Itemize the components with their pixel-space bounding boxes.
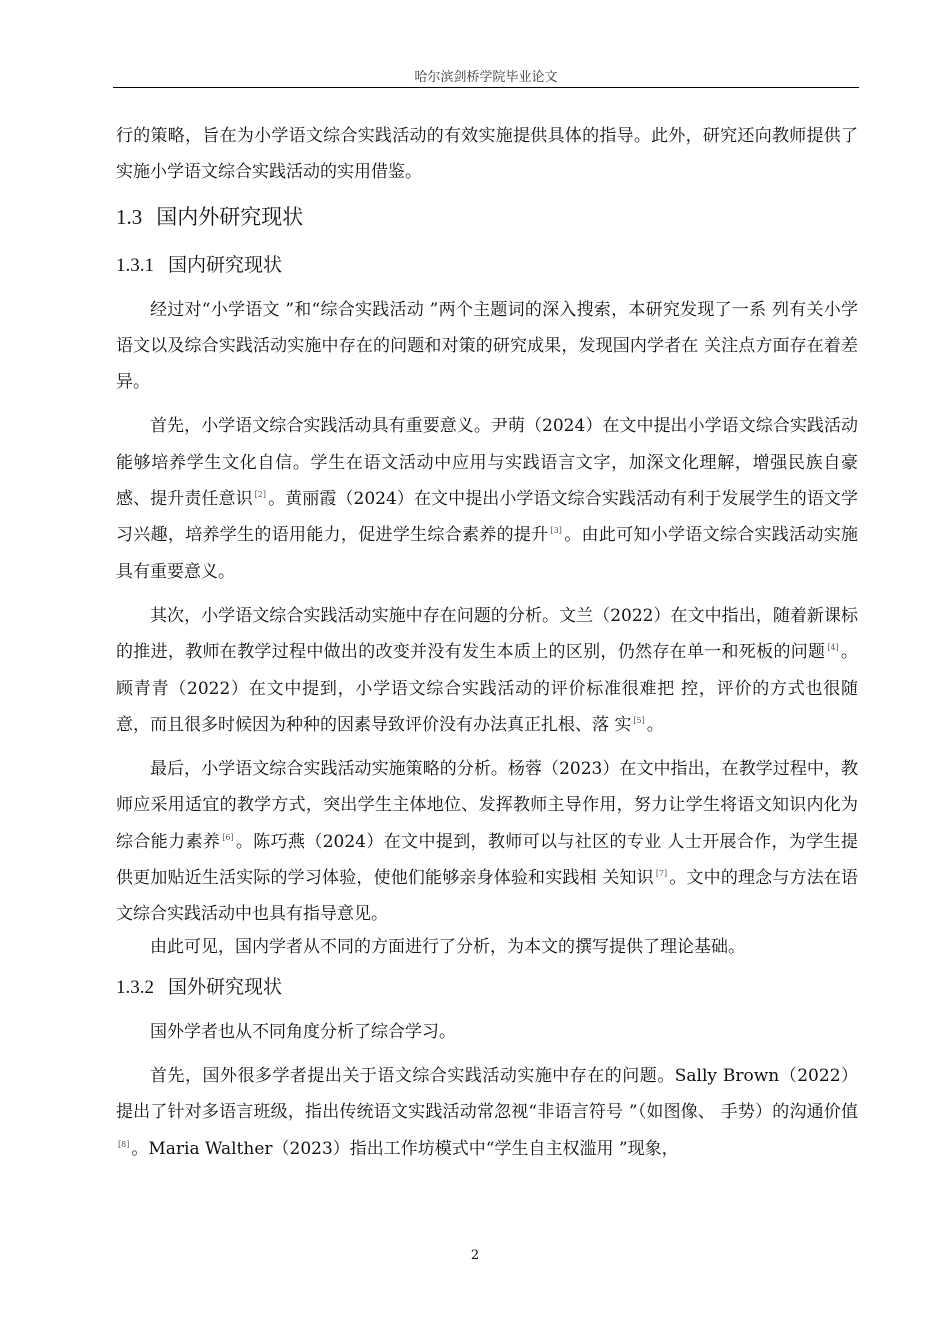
running-header: 哈尔滨剑桥学院毕业论文: [414, 70, 558, 85]
citation-ref: [6]: [222, 832, 234, 842]
body-content: [116, 118, 858, 1167]
paragraph-summary: 由此可见，国内学者从不同的方面进行了分析，为本文的撰写提供了理论基础。: [150, 936, 745, 957]
text-run: 。由此可知小学语文综合实践活动实施具有重要意义。: [116, 525, 859, 582]
text-run: 。顾青青（2022）在文中提到，小学语文综合实践活动的评价标准很难把 控，评价的方式也很随意，而且很多时候因为种种的因素导致评价没有办法真正扎根、落 实: [116, 642, 859, 735]
section-number: 1.3.1: [116, 254, 154, 276]
citation-ref: [5]: [633, 715, 645, 725]
section-number: 1.3: [116, 204, 143, 229]
text-run: 。Maria Walther（2023）指出工作坊模式中“学生自主权滥用 ”现象，: [131, 1138, 679, 1159]
paragraph-foreign-intro: 国外学者也从不同角度分析了综合学习。: [150, 1021, 456, 1042]
citation-ref: [4]: [827, 643, 839, 653]
text-run: 其次，小学语文综合实践活动实施中存在问题的分析。文兰（2022）在文中指出，随着新课标的推进，教师在教学过程中做出的改变并没有发生本质上的区别，仍然存在单一和死板的问题: [116, 605, 858, 663]
section-number: 1.3.2: [116, 976, 154, 998]
section-heading-1-3-2: [116, 967, 858, 1008]
page-number: 2: [470, 1248, 480, 1263]
text-run: 。: [646, 714, 664, 735]
text-run: 首先，小学语文综合实践活动具有重要意义。尹萌（2024）在文中提出小学语文综合实践活动能够培养学生文化自信。学生在语文活动中应用与实践语言文字，加深文化理解，增强民族自豪感、提升责任意识: [116, 416, 858, 510]
text-run: 。文中的理念与方法在语文综合实践活动中也具有指导意见。: [116, 868, 859, 925]
header-rule: [113, 87, 859, 88]
paragraph-strategies: [116, 751, 858, 932]
text-run: 。黄丽霞（2024）在文中提出小学语文综合实践活动有利于发展学生的语文学习兴趣，培养学生的语用能力，促进学生综合素养的提升: [116, 489, 859, 546]
text-run: 首先，国外很多学者提出关于语文综合实践活动实施中存在的问题。Sally Brown（2022）提出了针对多语言班级，指出传统语文实践活动常忽视“非语言符号 ”（如图像、 手势）的沟通价值: [116, 1065, 858, 1123]
paragraph-problems: [116, 598, 858, 743]
citation-ref: [7]: [655, 869, 668, 879]
section-heading-1-3-1: [116, 245, 858, 286]
section-title: 国内研究现状: [168, 253, 283, 276]
text-run: 。陈巧燕（2024）在文中提到，教师可以与社区的专业 人士开展合作，为学生提供更加贴近生活实际的学习体验，使他们能够亲身体验和实践相 关知识: [116, 831, 859, 889]
paragraph-search-overview: 经过对“小学语文 ”和“综合实践活动 ”两个主题词的深入搜索，本研究发现了一系 列有关小学语文以及综合实践活动实施中存在的问题和对策的研究成果，发现国内学者在 关注点方面存在着差异。: [116, 299, 858, 393]
paragraph-continuation: 行的策略，旨在为小学语文综合实践活动的有效实施提供具体的指导。此外，研究还向教师提供了实施小学语文综合实践活动的实用借鉴。: [116, 126, 858, 183]
section-title: 国外研究现状: [168, 975, 283, 998]
section-heading-1-3: [116, 195, 858, 239]
paragraph-foreign-problems: [116, 1058, 858, 1167]
section-title: 国内外研究现状: [156, 204, 304, 229]
text-run: 最后，小学语文综合实践活动实施策略的分析。杨蓉（2023）在文中指出，在教学过程中，教师应采用适宜的教学方式，突出学生主体地位、发挥教师主导作用，努力让学生将语文知识内化为综合能力素养: [116, 759, 858, 852]
citation-ref: [2]: [254, 490, 267, 500]
citation-ref: [8]: [118, 1139, 130, 1149]
citation-ref: [3]: [550, 526, 562, 536]
paragraph-significance: [116, 408, 858, 589]
